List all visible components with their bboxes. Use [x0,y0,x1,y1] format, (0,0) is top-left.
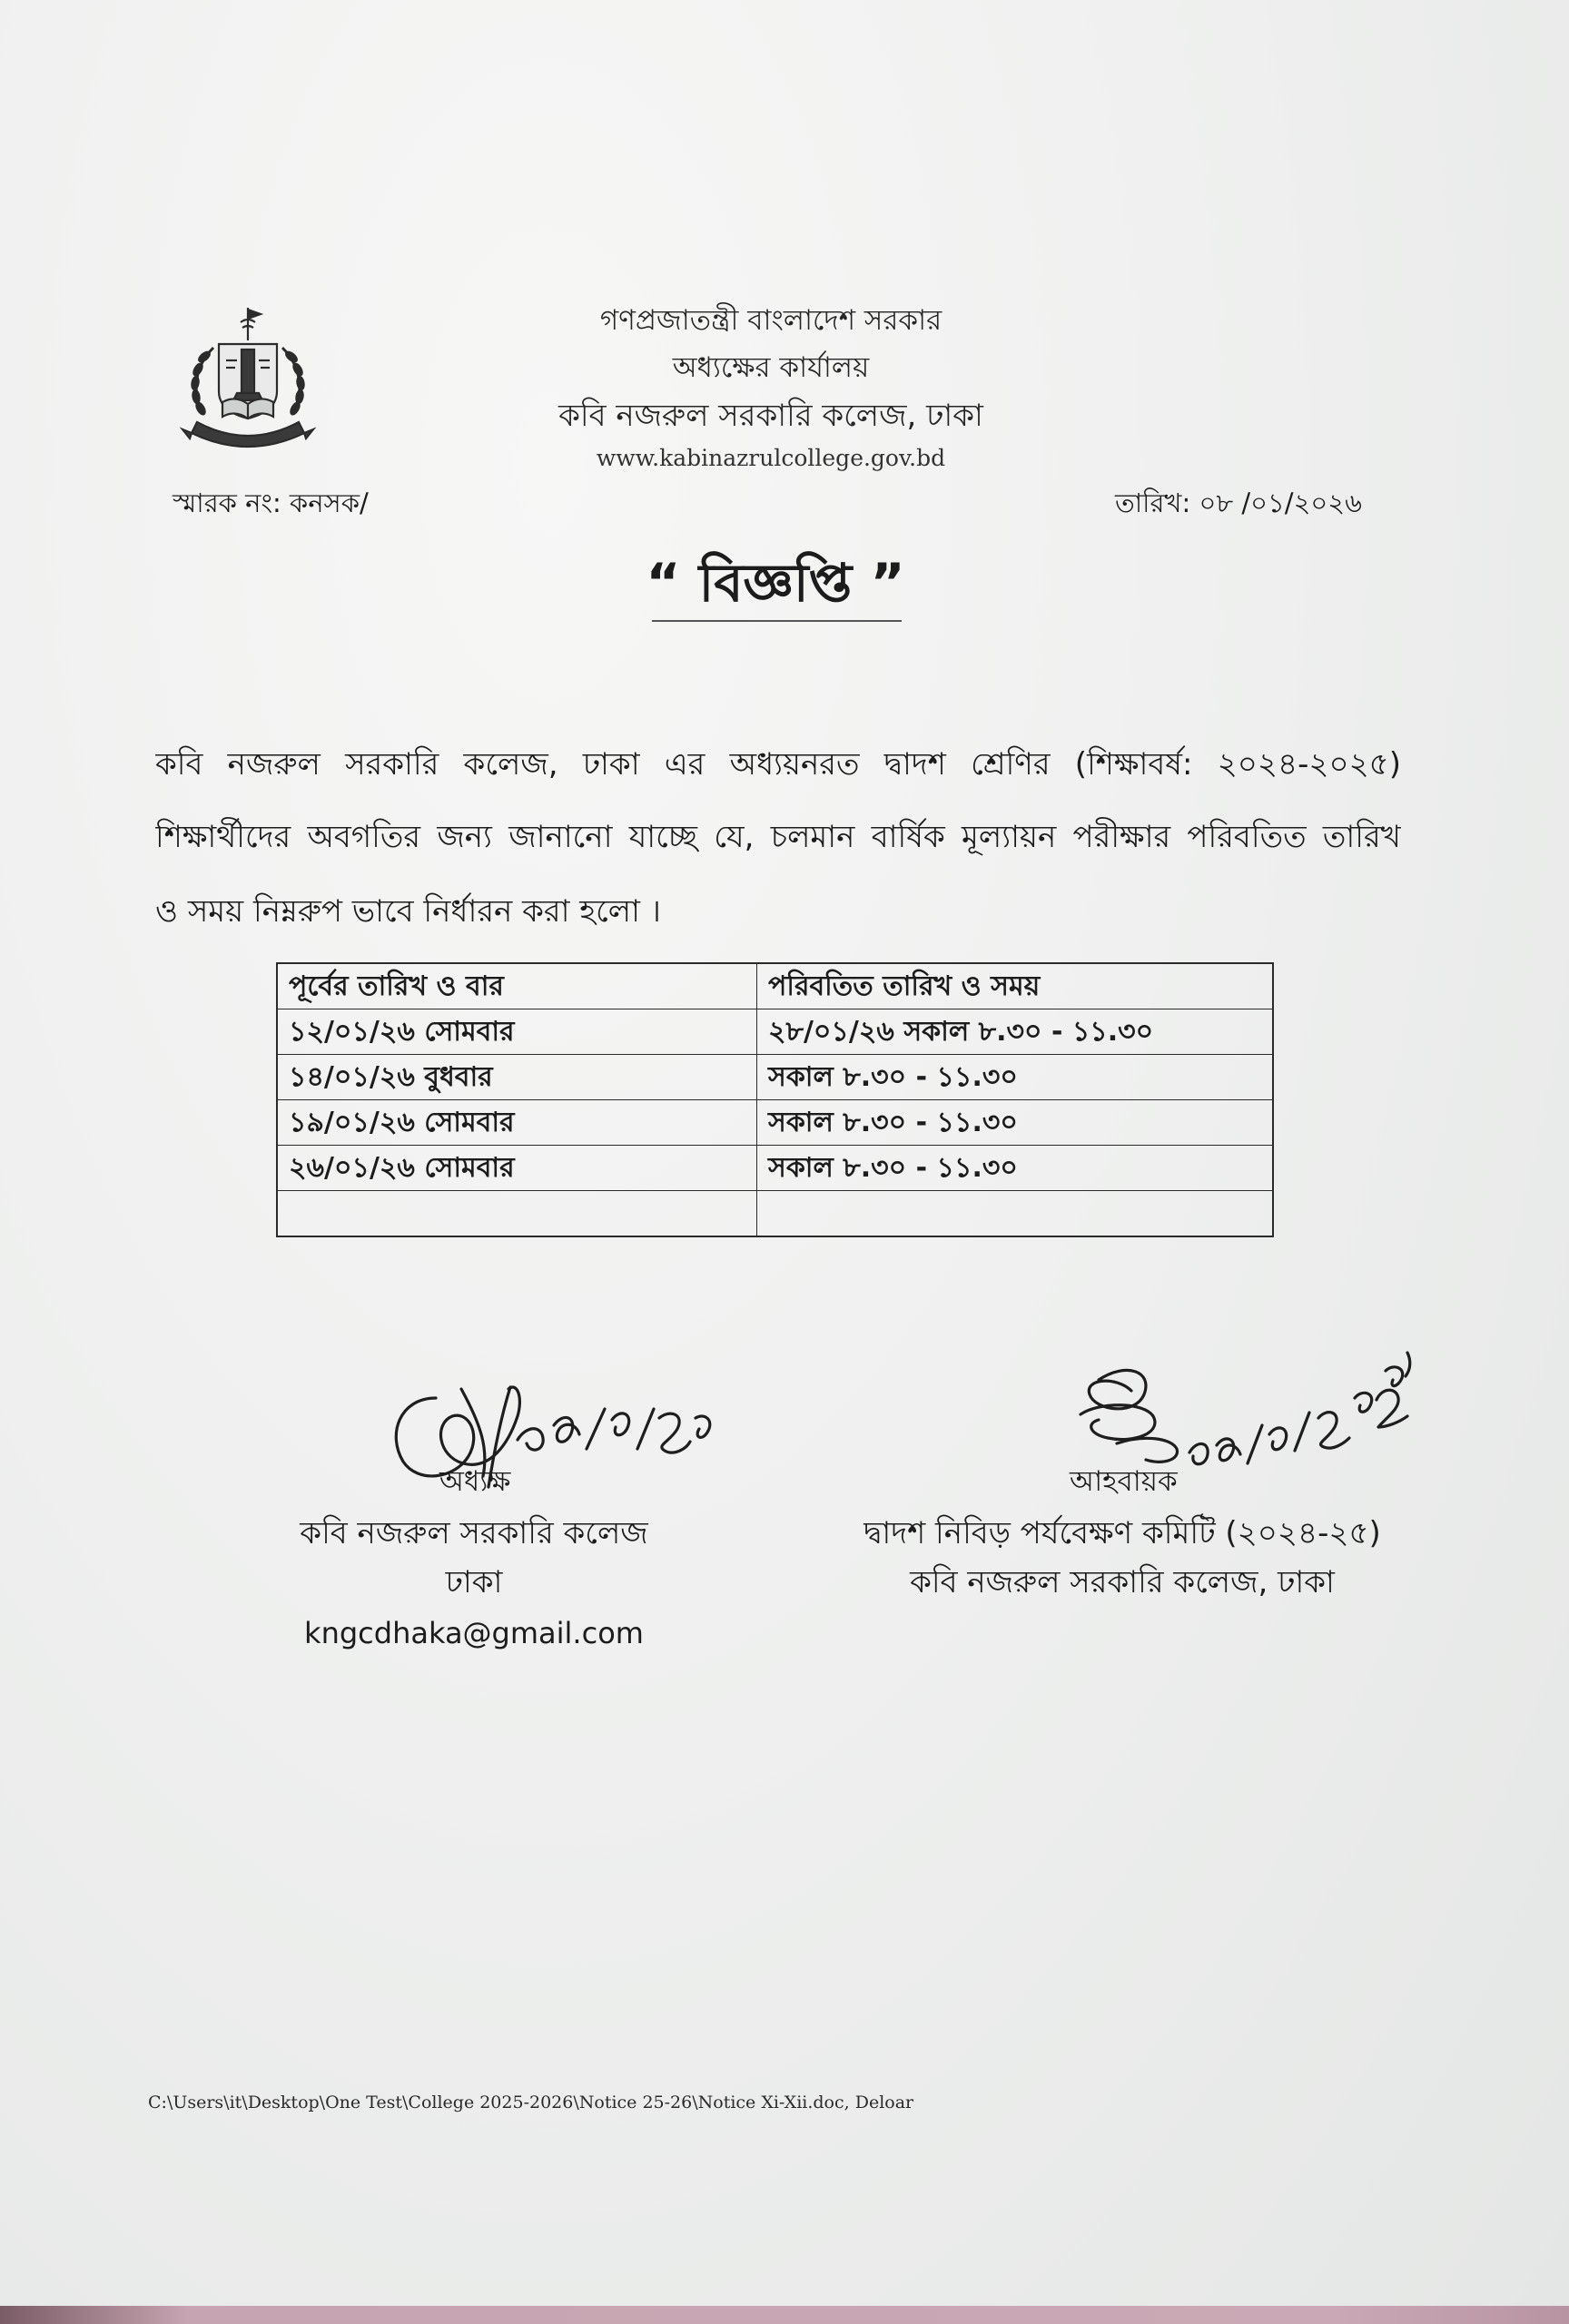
table-row [277,1146,1273,1191]
notice-date: তারিখ: ০৮ /০১/২০২৬ [1115,487,1362,518]
principal-college: কবি নজরুল সরকারি কলেজ [300,1515,648,1551]
committee-college: কবি নজরুল সরকারি কলেজ, ঢাকা [910,1564,1335,1600]
revised-date-cell: সকাল ৮.৩০ - ১১.৩০ [757,1100,1274,1146]
government-name: গণপ্রজাতন্ত্রী বাংলাদেশ সরকার [599,304,942,337]
convener-role: আহবায়ক [1070,1465,1178,1498]
table-row [277,1055,1273,1100]
principal-role: অধ্যক্ষ [439,1465,511,1498]
principal-email: kngcdhaka@gmail.com [304,1616,644,1650]
table-row [277,1100,1273,1146]
revised-date-cell: সকাল ৮.৩০ - ১১.৩০ [757,1146,1274,1191]
title-underline [652,620,902,622]
table-row [277,1009,1273,1055]
previous-date-cell: ১৯/০১/২৬ সোমবার [277,1100,757,1146]
body-line-2: শিক্ষার্থীদের অবগতির জন্য জানানো যাচ্ছে যে, চলমান বার্ষিক মূল্যায়ন পরীক্ষার পরিবতিত তারিখ [155,819,1401,855]
bottom-edge-strip [0,2306,1569,2324]
schedule-table [276,962,1274,1237]
table-row-empty [277,1191,1273,1237]
office-name: অধ্যক্ষের কার্যালয় [672,351,870,384]
college-website: www.kabinazrulcollege.gov.bd [596,445,946,471]
header-revised-date: পরিবতিত তারিখ ও সময় [757,963,1274,1009]
college-name: কবি নজরুল সরকারি কলেজ, ঢাকা [558,398,983,434]
body-line-3: ও সময় নিম্নরুপ ভাবে নির্ধারন করা হলো । [155,893,661,930]
revised-date-cell: ২৮/০১/২৬ সকাল ৮.৩০ - ১১.৩০ [757,1009,1274,1055]
previous-date-cell: ১৪/০১/২৬ বুধবার [277,1055,757,1100]
principal-city: ঢাকা [445,1564,503,1600]
committee-name: দ্বাদশ নিবিড় পর্যবেক্ষণ কমিটি (২০২৪-২৫) [863,1515,1381,1551]
footer-file-path: C:\Users\it\Desktop\One Test\College 2025-2026\Notice 25-26\Notice Xi-Xii.doc, Deloar [148,2093,914,2112]
previous-date-cell [277,1191,757,1237]
revised-date-cell: সকাল ৮.৩০ - ১১.৩০ [757,1055,1274,1100]
previous-date-cell: ১২/০১/২৬ সোমবার [277,1009,757,1055]
principal-signature [381,1362,717,1498]
college-emblem-icon [177,304,318,457]
header-previous-date: পূর্বের তারিখ ও বার [277,963,757,1009]
table-header-row [277,963,1273,1009]
notice-title: “ বিজ্ঞপ্তি ” [646,552,905,614]
revised-date-cell [757,1191,1274,1237]
previous-date-cell: ২৬/০১/২৬ সোমবার [277,1146,757,1191]
body-line-1: কবি নজরুল সরকারি কলেজ, ঢাকা এর অধ্যয়নরত দ্বাদশ শ্রেণির (শিক্ষাবর্ষ: ২০২৪-২০২৫) [155,746,1401,783]
memo-number: স্মারক নং: কনসক/ [173,487,369,518]
